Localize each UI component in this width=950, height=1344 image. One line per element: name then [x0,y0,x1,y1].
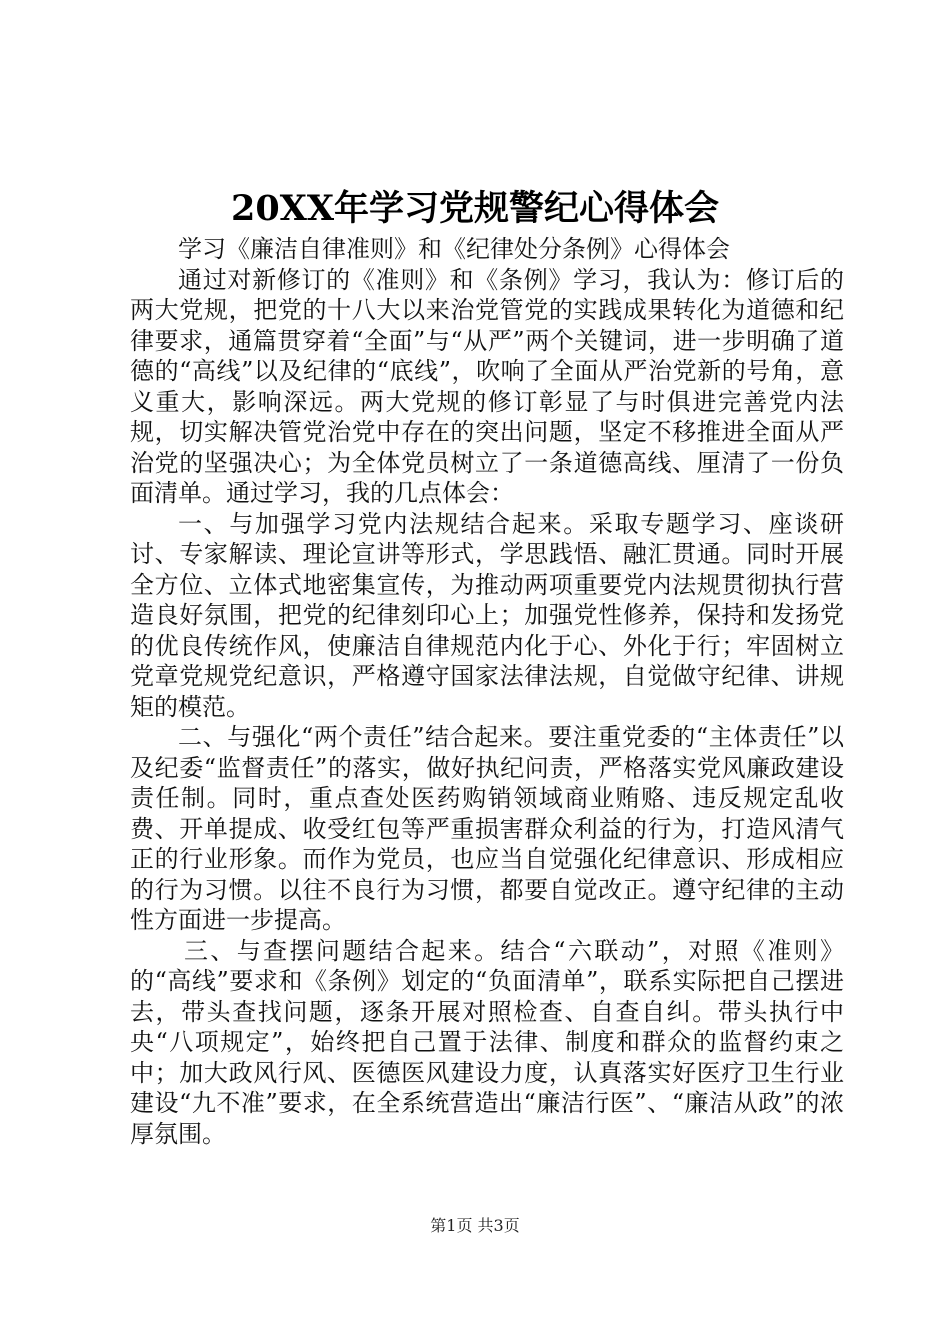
paragraph-point-three: 三、与查摆问题结合起来。结合“六联动”，对照《准则》的“高线”要求和《条例》划定的“负面清单”，联系实际把自己摆进去，带头查找问题，逐条开展对照检查、自查自纠。带头执行中央“八项规定”，始终把自己置于法律、制度和群众的监督约束之中；加大政风行风、医德医风建设力度，认真落实好医疗卫生行业建设“九不准”要求，在全系统营造出“廉洁行医”、“廉洁从政”的浓厚氛围。 [130,936,844,1148]
paragraph-intro: 通过对新修订的《准则》和《条例》学习，我认为：修订后的两大党规，把党的十八大以来治党管党的实践成果转化为道德和纪律要求，通篇贯穿着“全面”与“从严”两个关键词，进一步明确了道德的“高线”以及纪律的“底线”，吹响了全面从严治党新的号角，意义重大，影响深远。两大党规的修订彰显了与时俱进完善党内法规，切实解决管党治党中存在的突出问题，坚定不移推进全面从严治党的坚强决心；为全体党员树立了一条道德高线、厘清了一份负面清单。通过学习，我的几点体会： [130,265,844,507]
document-subtitle: 学习《廉洁自律准则》和《纪律处分条例》心得体会 [178,235,730,263]
document-title: 20XX年学习党规警纪心得体会 [230,188,720,229]
paragraph-point-one: 一、与加强学习党内法规结合起来。采取专题学习、座谈研讨、专家解读、理论宣讲等形式，学思践悟、融汇贯通。同时开展全方位、立体式地密集宣传，为推动两项重要党内法规贯彻执行营造良好氛围，把党的纪律刻印心上；加强党性修养，保持和发扬党的优良传统作风，使廉洁自律规范内化于心、外化于行；牢固树立党章党规党纪意识，严格遵守国家法律法规，自觉做守纪律、讲规矩的模范。 [130,509,844,721]
page-number: 第1页 共3页 [430,1216,520,1235]
paragraph-point-two: 二、与强化“两个责任”结合起来。要注重党委的“主体责任”以及纪委“监督责任”的落实，做好执纪问责，严格落实党风廉政建设责任制。同时，重点查处医药购销领域商业贿赂、违反规定乱收费、开单提成、收受红包等严重损害群众利益的行为，打造风清气正的行业形象。而作为党员，也应当自觉强化纪律意识、形成相应的行为习惯。以往不良行为习惯，都要自觉改正。遵守纪律的主动性方面进一步提高。 [130,723,844,934]
document-body [130,234,844,1149]
